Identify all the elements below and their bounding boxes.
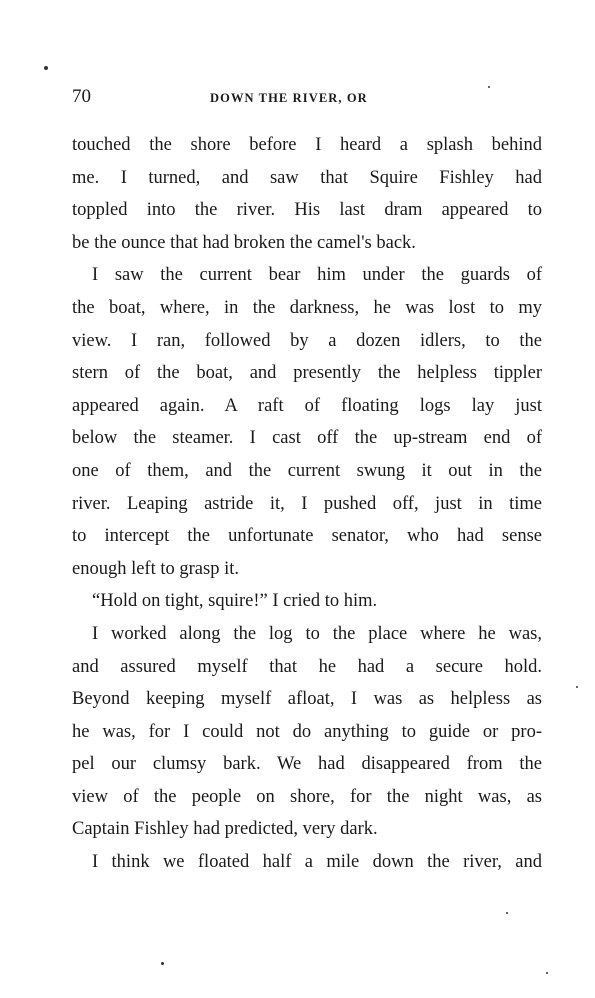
paragraph [72, 618, 542, 846]
text-line: appeared again. A raft of floating logs lay just [72, 395, 542, 416]
scan-speck [546, 972, 548, 974]
text-line: I think we floated half a mile down the river, and [92, 852, 542, 873]
scan-speck [161, 962, 164, 965]
paragraph [72, 259, 542, 585]
text-line: to intercept the unfortunate senator, who had sense [72, 526, 542, 547]
paragraph [72, 585, 542, 618]
paragraph [72, 846, 542, 879]
text-line: he was, for I could not do anything to guide or pro- [72, 721, 542, 742]
text-line: and assured myself that he had a secure hold. [72, 656, 542, 677]
running-title: DOWN THE RIVER, OR [210, 91, 368, 105]
page-number: 70 [72, 86, 91, 107]
text-line: Captain Fishley had predicted, very dark. [72, 819, 378, 840]
text-line: Beyond keeping myself afloat, I was as helpless as [72, 689, 542, 710]
text-line: I worked along the log to the place where he was, [92, 623, 542, 644]
text-line: I saw the current bear him under the guards of [92, 265, 542, 286]
text-line: be the ounce that had broken the camel's back. [72, 232, 416, 253]
scan-speck [576, 686, 578, 688]
body-text [72, 129, 542, 879]
text-line: river. Leaping astride it, I pushed off, just in time [72, 493, 542, 514]
text-line: touched the shore before I heard a splash behind [72, 135, 542, 155]
text-line: one of them, and the current swung it out in the [72, 460, 542, 481]
text-line: pel our clumsy bark. We had disappeared from the [72, 754, 542, 775]
text-line: view of the people on shore, for the night was, as [72, 786, 542, 807]
text-line: toppled into the river. His last dram appeared to [72, 200, 542, 221]
text-line: enough left to grasp it. [72, 558, 239, 579]
scan-speck [488, 86, 490, 88]
text-line: stern of the boat, and presently the helpless tippler [72, 363, 542, 384]
text-line: view. I ran, followed by a dozen idlers, to the [72, 330, 542, 351]
scan-speck [44, 66, 48, 70]
text-line: the boat, where, in the darkness, he was lost to my [72, 297, 542, 318]
page-header [72, 86, 542, 108]
paragraph [72, 129, 542, 259]
scan-speck [506, 912, 508, 914]
text-line: “Hold on tight, squire!” I cried to him. [92, 591, 378, 612]
text-line: below the steamer. I cast off the up-stream end of [72, 428, 542, 449]
text-line: me. I turned, and saw that Squire Fishley had [72, 167, 542, 188]
